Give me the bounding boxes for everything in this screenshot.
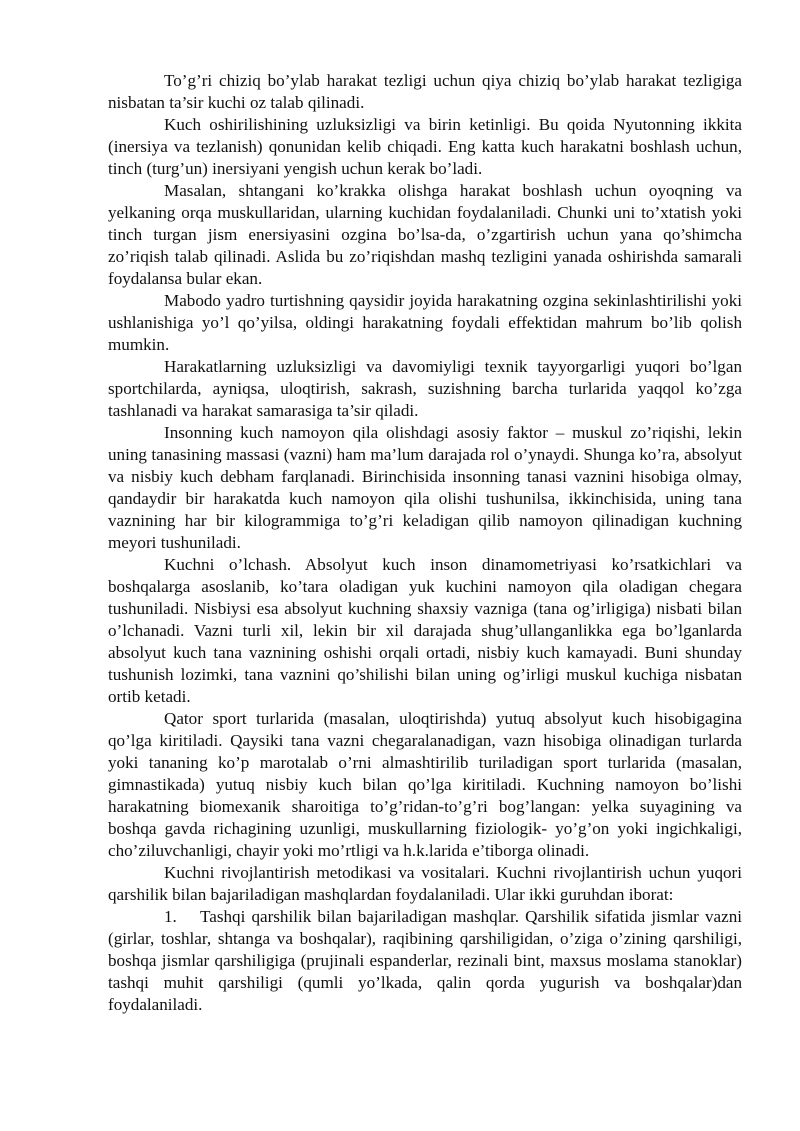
paragraph-8: Qator sport turlarida (masalan, uloqtirishda) yutuq absolyut kuch hisobigagina qo’lga kiritiladi. Qaysiki tana vazni chegaralanadigan, vazn hisobiga olinadigan turlarda yoki tananing ko’p marotalab o’rni almashtirilib turiladigan sport turlarida (masalan, gimnastikada) yutuq nisbiy kuch bilan qo’lga kiritiladi. Kuchning namoyon bo’lishi harakatning biomexanik sharoitiga to’g’ridan-to’g’ri bog’langan: yelka suyagining va boshqa gavda richagining uzunligi, muskullarning fiziologik- yo’g’on yoki ingichkaligi, cho’ziluvchanligi, chayir yoki mo’rtligi va h.k.larida e’tiborga olinadi.: [108, 709, 742, 860]
list-item-number: 1.: [164, 907, 177, 926]
paragraph-2: Kuch oshirilishining uzluksizligi va birin ketinligi. Bu qoida Nyutonning ikkita (inersiya va tezlanish) qonunidan kelib chiqadi. Eng katta kuch harakatni boshlash uchun, tinch (turg’un) inersiyani yengish uchun kerak bo’ladi.: [108, 115, 742, 178]
paragraph-3: Masalan, shtangani ko’krakka olishga harakat boshlash uchun oyoqning va yelkaning orqa muskullaridan, ularning kuchidan foydalaniladi. Chunki uni to’xtatish yoki tinch turgan jism enersiyasini ozgina bo’lsa-da, o’zgartirish uchun yana qo’shimcha zo’riqish talab qilinadi. Aslida bu zo’riqishdan mashq tezligini yanada oshirishda samarali foydalansa bular ekan.: [108, 181, 742, 288]
paragraph-7: Kuchni o’lchash. Absolyut kuch inson dinamometriyasi ko’rsatkichlari va boshqalarga asoslanib, ko’tara oladigan yuk kuchini namoyon qila oladigan chegara tushuniladi. Nisbiysi esa absolyut kuchning shaxsiy vazniga (tana og’irligiga) nisbati bilan o’lchanadi. Vazni turli xil, lekin bir xil darajada shug’ullanganlikka ega bo’lganlarda absolyut kuch tana vaznining oshishi orqali ortadi, nisbiy kuch kamayadi. Buni shunday tushunish lozimki, tana vaznini qo’shilishi bilan uning og’irligi muskul kuchiga nisbatan ortib ketadi.: [108, 555, 742, 706]
list-item-text: Tashqi qarshilik bilan bajariladigan mashqlar. Qarshilik sifatida jismlar vazni (girlar, toshlar, shtanga va boshqalar), raqibining qarshiligidan, o’ziga o’zining qarshiligi, boshqa jismlar qarshiligiga (prujinali espanderlar, rezinali bint, maxsus moslama stanoklar) tashqi muhit qarshiligi (qumli yo’lkada, qalin qorda yugurish va boshqalar)dan foydalaniladi.: [108, 907, 742, 1014]
list-item-1: [108, 906, 742, 1016]
paragraph-5: Harakatlarning uzluksizligi va davomiyligi texnik tayyorgarligi yuqori bo’lgan sportchilarda, ayniqsa, uloqtirish, sakrash, suzishning barcha turlarida yaqqol ko’zga tashlanadi va harakat samarasiga ta’sir qiladi.: [108, 357, 742, 420]
paragraph-4: Mabodo yadro turtishning qaysidir joyida harakatning ozgina sekinlashtirilishi yoki ushlanishiga yo’l qo’yilsa, oldingi harakatning foydali effektidan mahrum bo’lib qolish mumkin.: [108, 291, 742, 354]
paragraph-6: Insonning kuch namoyon qila olishdagi asosiy faktor – muskul zo’riqishi, lekin uning tanasining massasi (vazni) ham ma’lum darajada rol o’ynaydi. Shunga ko’ra, absolyut va nisbiy kuch debham farqlanadi. Birinchisida insonning tanasi vaznini hisobiga olmay, qandaydir bir harakatda kuch namoyon qila olishi tushunilsa, ikkinchisida, uning tana vaznining har bir kilogrammiga to’g’ri keladigan qilib namoyon qilinadigan kuchning meyori tushuniladi.: [108, 423, 742, 552]
paragraph-1: To’g’ri chiziq bo’ylab harakat tezligi uchun qiya chiziq bo’ylab harakat tezligiga nisbatan ta’sir kuchi oz talab qilinadi.: [108, 71, 742, 112]
paragraph-9: Kuchni rivojlantirish metodikasi va vositalari. Kuchni rivojlantirish uchun yuqori qarshilik bilan bajariladigan mashqlardan foydalaniladi. Ular ikki guruhdan iborat:: [108, 863, 742, 904]
